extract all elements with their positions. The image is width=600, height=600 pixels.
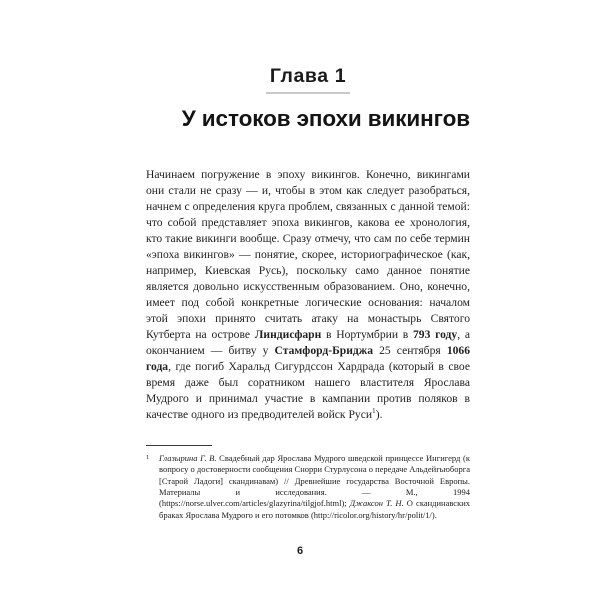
footnote-text-1: Свадебный дар Ярослава Мудрого шведской принцессе Ингигерд (к вопросу о достоверности сообщения Снорри Стурлусона о передаче Альдейгьюборга [Старой Ладоги] скандинавам) // Древнейшие государства Восточной Европы. Материалы и исследования. — М., 1994 (https://norse.ulver.com/articles/glazyrina/tilgjof.html);: [159, 452, 470, 509]
footnote-reference-marker[interactable]: 1: [372, 405, 376, 415]
body-text-part-1: Начинаем погружение в эпоху викингов. Конечно, викингами они стали не сразу — и, чтобы в этом как следует разобраться, начнем с определения круга проблем, связанных с данной темой: что собой представляет эпоха викингов, какова ее хронология, кто такие викинги вообще. Сразу отмечу, что сам по себе термин «эпоха викингов» — понятие, скорее, историографическое (как, например, Киевская Русь), поскольку само данное понятие является довольно искусственным образованием. Оно, конечно, имеет под собой конкретные логические основания: началом этой эпохи принято считать атаку на монастырь Святого Кутберта на острове: [146, 168, 470, 341]
page-number: 6: [296, 545, 304, 557]
chapter-heading-block: [146, 0, 470, 132]
body-text-part-6: ).: [375, 407, 383, 421]
footnote-separator-rule: [146, 445, 212, 446]
footnote-area: [146, 445, 470, 521]
body-text-part-4: 25 сентября: [373, 343, 447, 357]
footnote-author-jackson: Джаксон Т. Н.: [349, 498, 404, 509]
page-title: У истоков эпохи викингов: [181, 106, 470, 132]
footnote-number: 1: [146, 453, 150, 461]
bold-stamford-bridge: Стамфорд-Бриджа: [274, 343, 373, 357]
footnote-text-2: О скандинавских браках Ярослава Мудрого и его потомков (http://ricolor.org/history/hr/polit/1/).: [159, 498, 471, 520]
body-paragraph: [146, 167, 470, 422]
chapter-label: Глава 1: [269, 65, 347, 87]
chapter-divider-rule: [266, 92, 350, 94]
bold-lindisfarne: Линдисфарн: [254, 327, 322, 341]
footnote: [146, 453, 470, 521]
body-text-part-3: , а окончанием — битву у: [146, 327, 471, 357]
body-text-part-2: в Нортумбрии в: [321, 327, 413, 341]
body-text-part-5: , где погиб Харальд Сигурдссон Хардрада (который в свое время даже был соратником нашего властителя Ярослава Мудрого и принимал участие в кампании против поляков в качестве одного из предводителей войск Руси: [146, 359, 470, 421]
bold-year-1066: 1066 года: [146, 343, 470, 373]
footnote-author-glazyrina: Глазырина Г. В.: [159, 452, 217, 463]
page-content: [146, 0, 470, 521]
bold-year-793: 793 году: [412, 327, 458, 341]
